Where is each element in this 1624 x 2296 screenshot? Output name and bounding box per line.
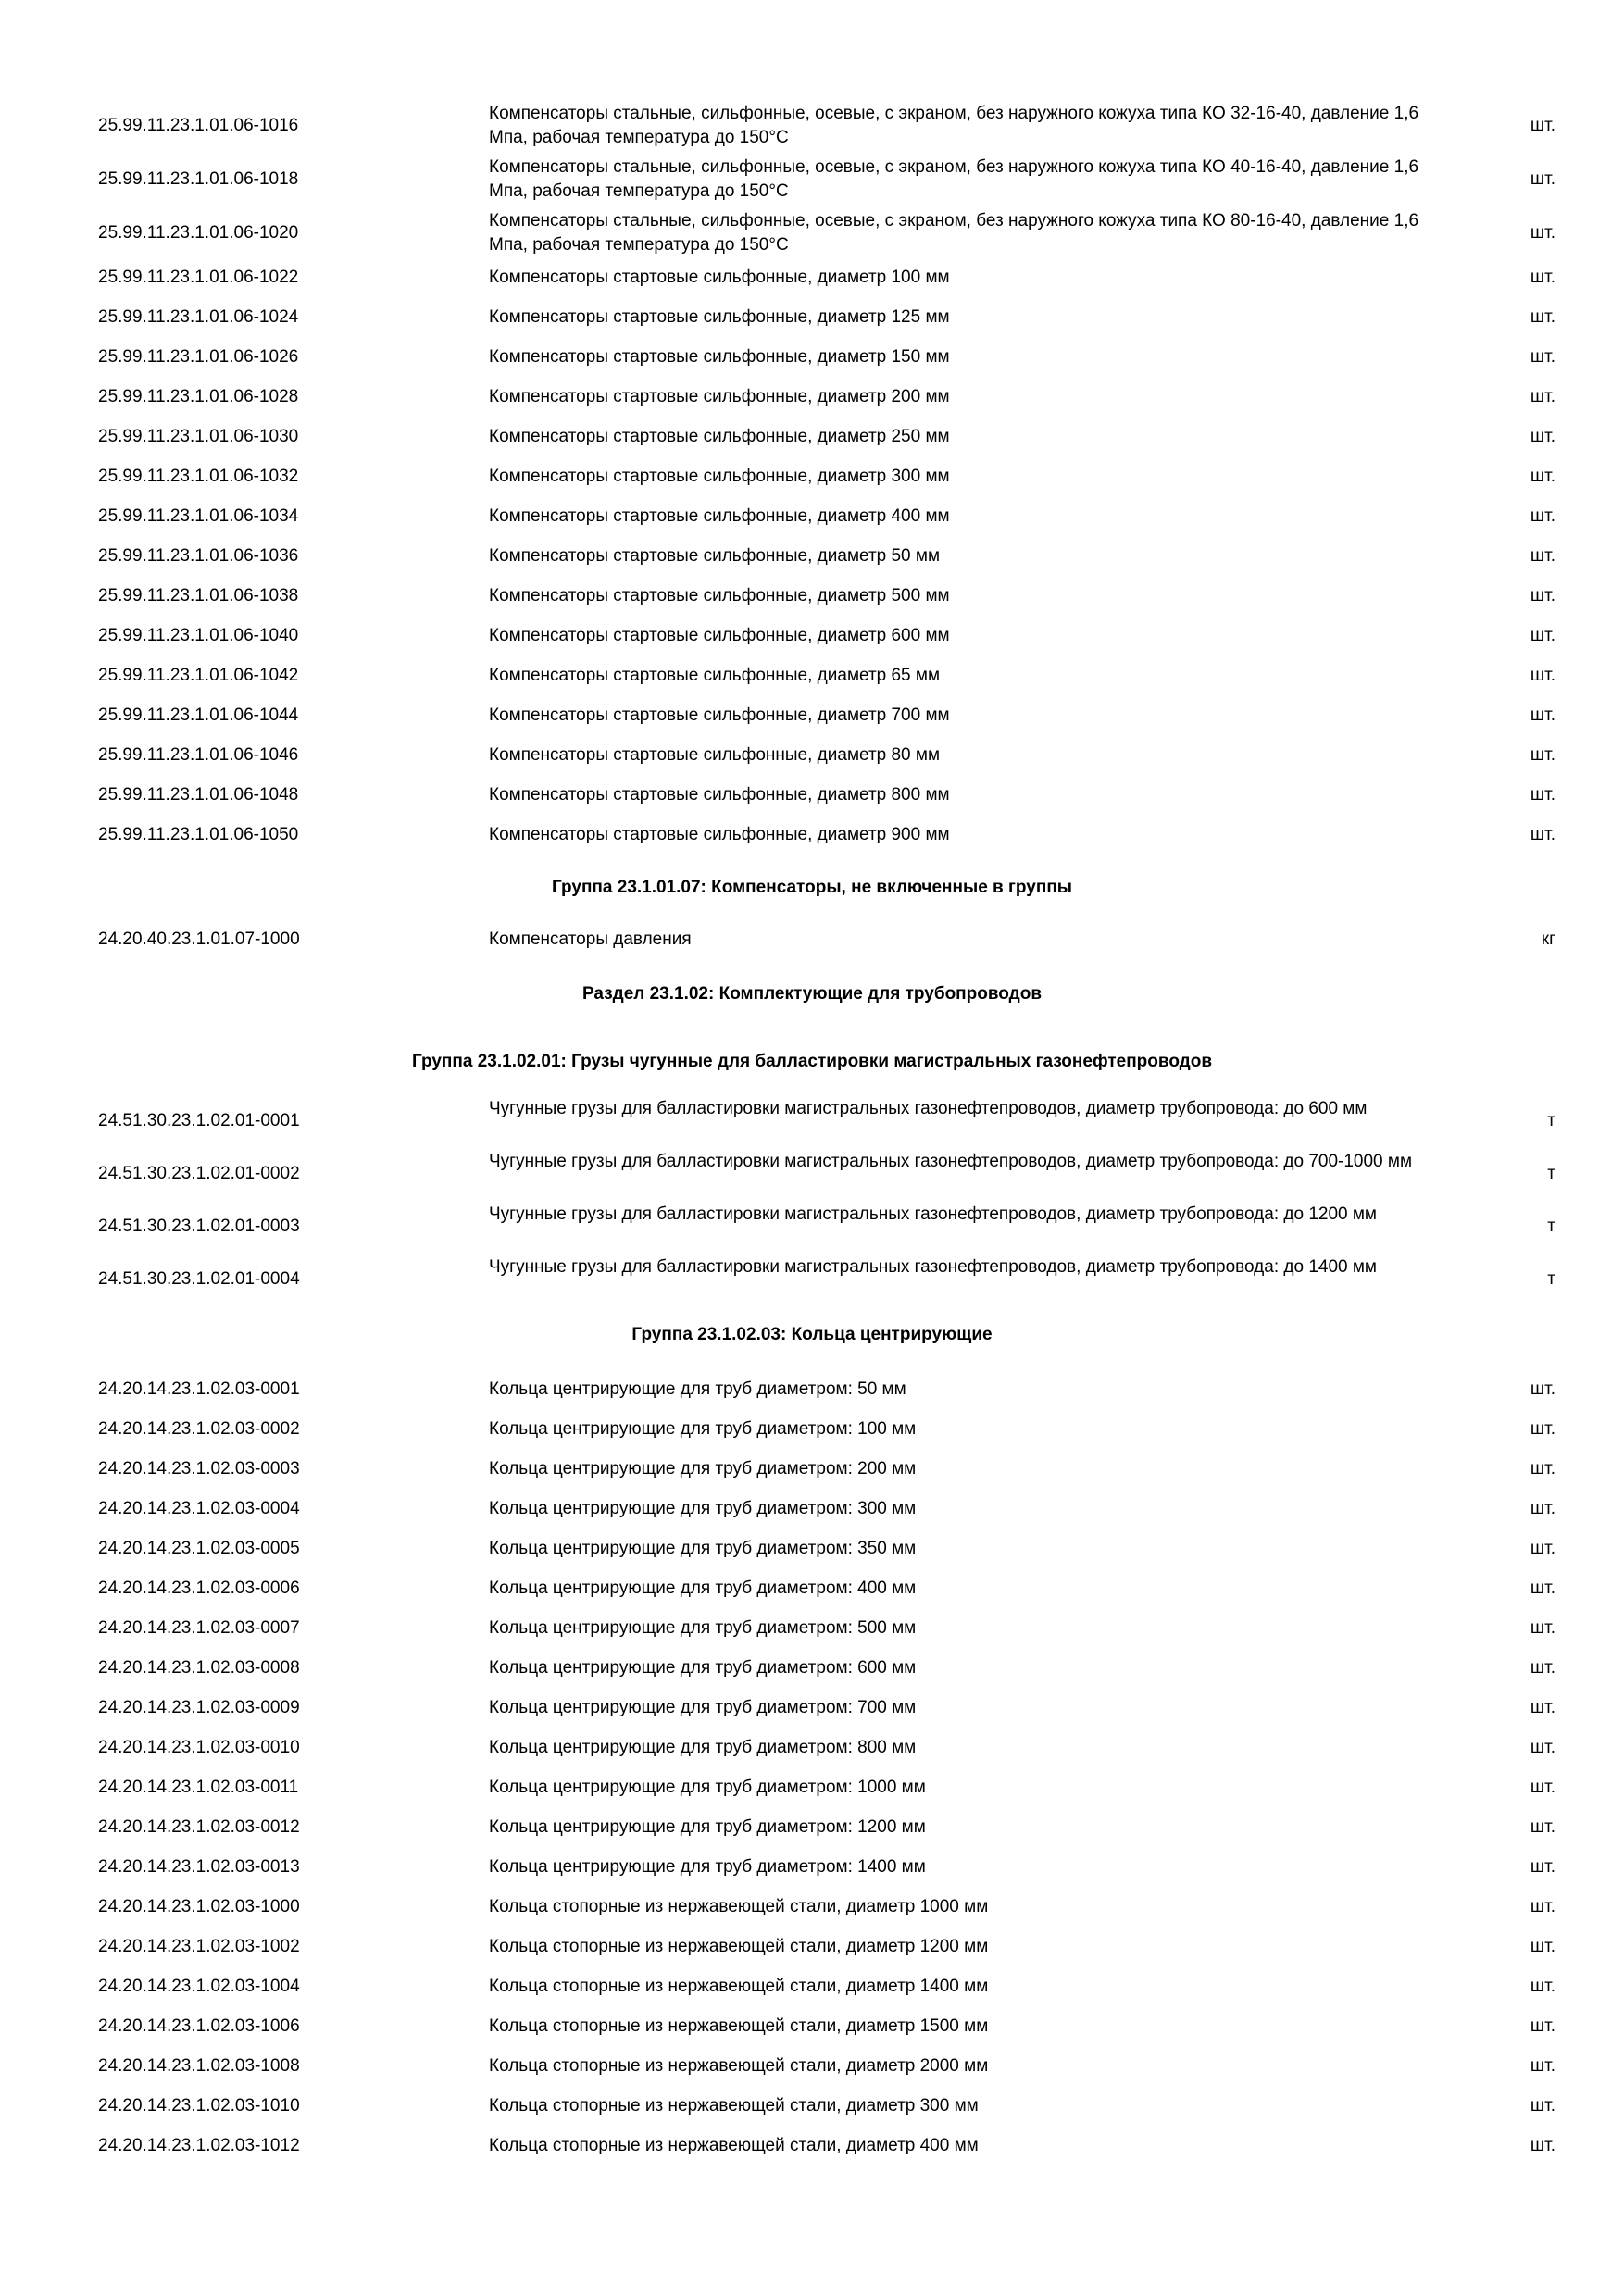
table-row: [0, 664, 1624, 688]
row-name: Кольца стопорные из нержавеющей стали, диаметр 300 мм: [489, 2096, 979, 2115]
row-code: 25.99.11.23.1.01.06-1040: [98, 626, 299, 645]
row-unit: кг: [1541, 930, 1555, 949]
row-name: Чугунные грузы для балластировки магистральных газонефтепроводов, диаметр трубопровода: до 600 мм: [489, 1099, 1368, 1118]
table-row: [0, 345, 1624, 369]
row-unit: шт.: [1530, 1499, 1555, 1518]
row-name: Компенсаторы стартовые сильфонные, диаметр 900 мм: [489, 825, 950, 844]
row-name: Компенсаторы стартовые сильфонные, диаметр 250 мм: [489, 427, 950, 446]
row-name: Компенсаторы стартовые сильфонные, диаметр 100 мм: [489, 268, 950, 287]
row-code: 24.51.30.23.1.02.01-0004: [98, 1269, 300, 1289]
table-row: [0, 1457, 1624, 1481]
row-code: 24.20.14.23.1.02.03-0012: [98, 1817, 300, 1837]
row-unit: шт.: [1530, 586, 1555, 605]
table-row: [0, 2094, 1624, 2118]
table-row: [0, 1201, 1624, 1253]
row-code: 24.20.14.23.1.02.03-0007: [98, 1618, 300, 1638]
table-row: [0, 704, 1624, 728]
table-row: [0, 1577, 1624, 1601]
row-code: 25.99.11.23.1.01.06-1032: [98, 467, 299, 486]
row-name: Кольца стопорные из нержавеющей стали, диаметр 400 мм: [489, 2136, 979, 2155]
row-name: Чугунные грузы для балластировки магистральных газонефтепроводов, диаметр трубопровода: до 1400 мм: [489, 1257, 1377, 1277]
table-row: [0, 505, 1624, 529]
row-unit: шт.: [1530, 1817, 1555, 1837]
row-code: 25.99.11.23.1.01.06-1016: [98, 116, 299, 135]
row-code: 25.99.11.23.1.01.06-1026: [98, 347, 299, 367]
table-row: [0, 1497, 1624, 1521]
table-row: [0, 544, 1624, 568]
row-unit: шт.: [1530, 2096, 1555, 2115]
table-row: [0, 584, 1624, 608]
row-code: 24.51.30.23.1.02.01-0003: [98, 1217, 300, 1236]
row-name: Кольца центрирующие для труб диаметром: 600 мм: [489, 1658, 917, 1678]
row-name: Кольца центрирующие для труб диаметром: 700 мм: [489, 1698, 917, 1717]
table-row: [0, 1095, 1624, 1147]
row-name: Компенсаторы стартовые сильфонные, диаметр 300 мм: [489, 467, 950, 486]
row-unit: шт.: [1530, 307, 1555, 327]
row-name: Компенсаторы стартовые сильфонные, диаметр 150 мм: [489, 347, 950, 367]
row-unit: шт.: [1530, 1778, 1555, 1797]
row-name: Кольца центрирующие для труб диаметром: 1400 мм: [489, 1857, 926, 1877]
row-name: Чугунные грузы для балластировки магистральных газонефтепроводов, диаметр трубопровода: до 1200 мм: [489, 1204, 1377, 1224]
row-unit: шт.: [1530, 1379, 1555, 1399]
row-unit: шт.: [1530, 1578, 1555, 1598]
row-name: Компенсаторы стальные, сильфонные, осевые, с экраном, без наружного кожуха типа КО 32-16-40, давление 1,6 Мпа, рабочая температура до 150°С: [489, 104, 1419, 147]
row-unit: шт.: [1530, 546, 1555, 566]
table-row: [0, 154, 1624, 206]
row-unit: шт.: [1530, 1459, 1555, 1479]
table-row: [0, 1736, 1624, 1760]
row-name: Компенсаторы стальные, сильфонные, осевые, с экраном, без наружного кожуха типа КО 40-16-40, давление 1,6 Мпа, рабочая температура до 150°С: [489, 157, 1419, 201]
row-name: Кольца центрирующие для труб диаметром: 50 мм: [489, 1379, 906, 1399]
row-code: 24.20.14.23.1.02.03-1006: [98, 2016, 300, 2036]
table-row: [0, 100, 1624, 152]
table-row: [0, 928, 1624, 952]
table-row: [0, 306, 1624, 330]
row-name: Компенсаторы стартовые сильфонные, диаметр 500 мм: [489, 586, 950, 605]
table-row: [0, 1616, 1624, 1641]
row-code: 24.20.14.23.1.02.03-0006: [98, 1578, 300, 1598]
row-code: 25.99.11.23.1.01.06-1024: [98, 307, 299, 327]
row-code: 25.99.11.23.1.01.06-1030: [98, 427, 299, 446]
table-row: [0, 2015, 1624, 2039]
table-row: [0, 624, 1624, 648]
table-row: [0, 207, 1624, 259]
row-unit: шт.: [1530, 506, 1555, 526]
row-code: 24.20.14.23.1.02.03-0005: [98, 1539, 300, 1558]
row-name: Компенсаторы давления: [489, 930, 692, 949]
table-row: [0, 783, 1624, 807]
row-unit: шт.: [1530, 1977, 1555, 1996]
table-row: [0, 2134, 1624, 2158]
row-code: 25.99.11.23.1.01.06-1034: [98, 506, 299, 526]
row-name: Кольца стопорные из нержавеющей стали, диаметр 1500 мм: [489, 2016, 989, 2036]
group-heading: Группа 23.1.01.07: Компенсаторы, не включенные в группы: [551, 878, 1073, 897]
row-unit: шт.: [1530, 666, 1555, 685]
row-code: 24.20.14.23.1.02.03-1004: [98, 1977, 300, 1996]
row-code: 24.20.14.23.1.02.03-1002: [98, 1937, 300, 1956]
row-unit: шт.: [1530, 1419, 1555, 1439]
row-unit: шт.: [1530, 1937, 1555, 1956]
table-row: [0, 1975, 1624, 1999]
row-code: 24.20.14.23.1.02.03-1010: [98, 2096, 300, 2115]
row-code: 24.20.14.23.1.02.03-0010: [98, 1738, 300, 1757]
row-unit: шт.: [1530, 116, 1555, 135]
row-unit: т: [1547, 1217, 1555, 1236]
row-name: Кольца центрирующие для труб диаметром: 300 мм: [489, 1499, 917, 1518]
row-name: Кольца центрирующие для труб диаметром: 400 мм: [489, 1578, 917, 1598]
group-heading: Группа 23.1.02.03: Кольца центрирующие: [631, 1325, 993, 1344]
row-name: Кольца центрирующие для труб диаметром: 100 мм: [489, 1419, 917, 1439]
table-row: [0, 1537, 1624, 1561]
row-name: Кольца центрирующие для труб диаметром: 1200 мм: [489, 1817, 926, 1837]
row-name: Кольца стопорные из нержавеющей стали, диаметр 1200 мм: [489, 1937, 989, 1956]
row-code: 25.99.11.23.1.01.06-1048: [98, 785, 299, 805]
row-name: Кольца центрирующие для труб диаметром: 800 мм: [489, 1738, 917, 1757]
row-code: 25.99.11.23.1.01.06-1036: [98, 546, 299, 566]
row-code: 24.20.14.23.1.02.03-1000: [98, 1897, 300, 1916]
table-row: [0, 2054, 1624, 2078]
row-name: Компенсаторы стартовые сильфонные, диаметр 80 мм: [489, 745, 941, 765]
row-name: Компенсаторы стартовые сильфонные, диаметр 65 мм: [489, 666, 941, 685]
row-code: 25.99.11.23.1.01.06-1042: [98, 666, 299, 685]
row-unit: шт.: [1530, 387, 1555, 406]
row-code: 24.20.14.23.1.02.03-1008: [98, 2056, 300, 2076]
row-name: Кольца стопорные из нержавеющей стали, диаметр 1400 мм: [489, 1977, 989, 1996]
row-unit: шт.: [1530, 1539, 1555, 1558]
table-row: [0, 1816, 1624, 1840]
row-name: Компенсаторы стартовые сильфонные, диаметр 800 мм: [489, 785, 950, 805]
row-code: 25.99.11.23.1.01.06-1038: [98, 586, 299, 605]
row-unit: шт.: [1530, 745, 1555, 765]
row-name: Кольца центрирующие для труб диаметром: 1000 мм: [489, 1778, 926, 1797]
row-code: 24.51.30.23.1.02.01-0002: [98, 1164, 300, 1183]
table-row: [0, 1254, 1624, 1305]
row-unit: шт.: [1530, 626, 1555, 645]
row-code: 25.99.11.23.1.01.06-1050: [98, 825, 299, 844]
row-unit: шт.: [1530, 785, 1555, 805]
row-unit: шт.: [1530, 2056, 1555, 2076]
row-code: 24.20.14.23.1.02.03-0013: [98, 1857, 300, 1877]
row-unit: т: [1547, 1111, 1555, 1130]
table-row: [0, 1776, 1624, 1800]
row-code: 24.20.14.23.1.02.03-0001: [98, 1379, 300, 1399]
row-name: Компенсаторы стартовые сильфонные, диаметр 400 мм: [489, 506, 950, 526]
row-unit: шт.: [1530, 467, 1555, 486]
row-code: 25.99.11.23.1.01.06-1022: [98, 268, 299, 287]
row-code: 25.99.11.23.1.01.06-1028: [98, 387, 299, 406]
row-name: Кольца центрирующие для труб диаметром: 200 мм: [489, 1459, 917, 1479]
row-code: 24.20.40.23.1.01.07-1000: [98, 930, 300, 949]
row-unit: шт.: [1530, 347, 1555, 367]
row-name: Кольца центрирующие для труб диаметром: 500 мм: [489, 1618, 917, 1638]
row-unit: шт.: [1530, 1698, 1555, 1717]
row-name: Компенсаторы стартовые сильфонные, диаметр 125 мм: [489, 307, 950, 327]
table-row: [0, 1696, 1624, 1720]
table-row: [0, 1855, 1624, 1879]
row-unit: шт.: [1530, 705, 1555, 725]
table-row: [0, 1417, 1624, 1441]
row-unit: шт.: [1530, 1738, 1555, 1757]
row-unit: шт.: [1530, 2136, 1555, 2155]
row-code: 24.51.30.23.1.02.01-0001: [98, 1111, 300, 1130]
row-unit: т: [1547, 1269, 1555, 1289]
row-unit: шт.: [1530, 1857, 1555, 1877]
group-heading: Группа 23.1.02.01: Грузы чугунные для балластировки магистральных газонефтепроводов: [411, 1052, 1213, 1071]
table-row: [0, 1895, 1624, 1919]
table-row: [0, 465, 1624, 489]
row-code: 25.99.11.23.1.01.06-1044: [98, 705, 299, 725]
row-name: Чугунные грузы для балластировки магистральных газонефтепроводов, диаметр трубопровода: до 700-1000 мм: [489, 1152, 1413, 1171]
row-code: 24.20.14.23.1.02.03-0004: [98, 1499, 300, 1518]
row-code: 24.20.14.23.1.02.03-1012: [98, 2136, 300, 2155]
row-unit: шт.: [1530, 223, 1555, 243]
row-code: 24.20.14.23.1.02.03-0011: [98, 1778, 299, 1797]
row-unit: шт.: [1530, 268, 1555, 287]
row-name: Кольца стопорные из нержавеющей стали, диаметр 1000 мм: [489, 1897, 989, 1916]
table-row: [0, 1656, 1624, 1680]
table-row: [0, 385, 1624, 409]
table-row: [0, 823, 1624, 847]
row-unit: шт.: [1530, 1658, 1555, 1678]
row-name: Компенсаторы стартовые сильфонные, диаметр 600 мм: [489, 626, 950, 645]
row-name: Компенсаторы стартовые сильфонные, диаметр 700 мм: [489, 705, 950, 725]
row-code: 25.99.11.23.1.01.06-1020: [98, 223, 299, 243]
row-unit: шт.: [1530, 1618, 1555, 1638]
row-name: Компенсаторы стартовые сильфонные, диаметр 200 мм: [489, 387, 950, 406]
row-unit: шт.: [1530, 169, 1555, 189]
row-name: Кольца центрирующие для труб диаметром: 350 мм: [489, 1539, 917, 1558]
table-row: [0, 266, 1624, 290]
row-name: Кольца стопорные из нержавеющей стали, диаметр 2000 мм: [489, 2056, 989, 2076]
section-heading: Раздел 23.1.02: Комплектующие для трубопроводов: [581, 984, 1043, 1004]
table-row: [0, 1148, 1624, 1200]
row-unit: шт.: [1530, 825, 1555, 844]
row-unit: шт.: [1530, 1897, 1555, 1916]
row-unit: т: [1547, 1164, 1555, 1183]
row-name: Компенсаторы стальные, сильфонные, осевые, с экраном, без наружного кожуха типа КО 80-16-40, давление 1,6 Мпа, рабочая температура до 150°С: [489, 211, 1419, 255]
table-row: [0, 1378, 1624, 1402]
row-code: 24.20.14.23.1.02.03-0008: [98, 1658, 300, 1678]
table-row: [0, 743, 1624, 767]
table-row: [0, 1935, 1624, 1959]
row-unit: шт.: [1530, 427, 1555, 446]
row-code: 24.20.14.23.1.02.03-0009: [98, 1698, 300, 1717]
row-code: 25.99.11.23.1.01.06-1018: [98, 169, 299, 189]
row-name: Компенсаторы стартовые сильфонные, диаметр 50 мм: [489, 546, 941, 566]
row-unit: шт.: [1530, 2016, 1555, 2036]
row-code: 25.99.11.23.1.01.06-1046: [98, 745, 299, 765]
row-code: 24.20.14.23.1.02.03-0002: [98, 1419, 300, 1439]
row-code: 24.20.14.23.1.02.03-0003: [98, 1459, 300, 1479]
table-row: [0, 425, 1624, 449]
